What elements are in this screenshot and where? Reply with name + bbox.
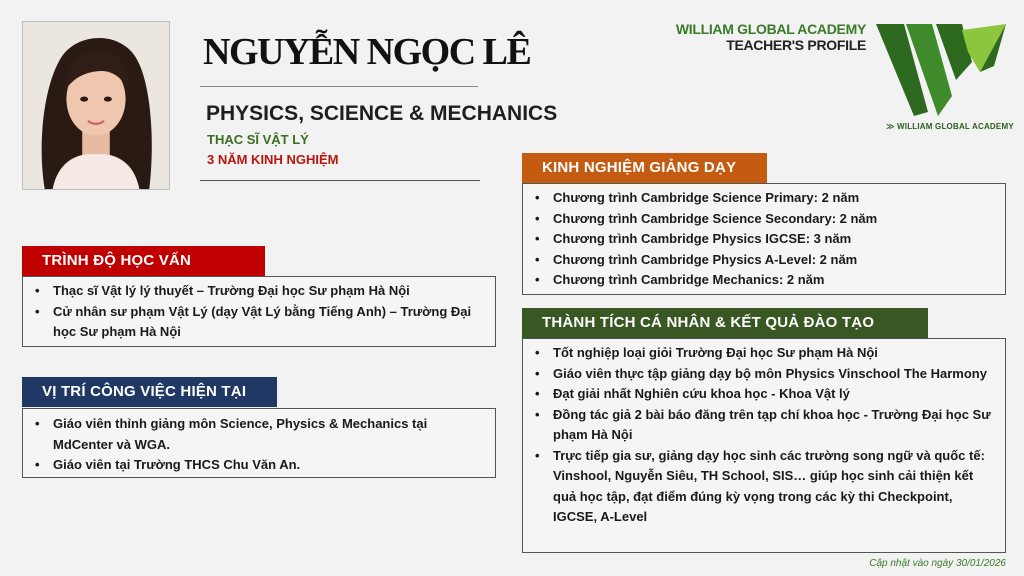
w-logo-icon (876, 22, 1008, 118)
divider-line (200, 180, 480, 181)
updated-date: Cập nhật vào ngày 30/01/2026 (869, 558, 1006, 569)
education-header: TRÌNH ĐỘ HỌC VẤN (22, 246, 265, 276)
teacher-photo (22, 21, 170, 190)
document-title: TEACHER'S PROFILE (726, 37, 866, 53)
list-item: • Giáo viên tại Trường THCS Chu Văn An. (31, 455, 485, 476)
logo-caption (886, 122, 1014, 131)
teaching-subject: PHYSICS, SCIENCE & MECHANICS (206, 102, 558, 125)
portrait-image (23, 22, 169, 189)
list-item: • Cử nhân sư phạm Vật Lý (dạy Vật Lý bằng Tiếng Anh) – Trường Đại học Sư phạm Hà Nội (31, 302, 485, 343)
list-item: • Giáo viên thỉnh giảng môn Science, Physics & Mechanics tại MdCenter và WGA. (31, 414, 485, 455)
achievements-header: THÀNH TÍCH CÁ NHÂN & KẾT QUẢ ĐÀO TẠO (522, 308, 928, 338)
brand-name: WILLIAM GLOBAL ACADEMY (675, 21, 866, 37)
teaching-header: KINH NGHIỆM GIẢNG DẠY (522, 153, 767, 183)
list-item: • Đồng tác giả 2 bài báo đăng trên tạp chí khoa học - Trường Đại học Sư phạm Hà Nội (531, 405, 995, 446)
list-item: • Chương trình Cambridge Mechanics: 2 năm (531, 270, 995, 291)
list-item: • Giáo viên thực tập giảng dạy bộ môn Physics Vinschool The Harmony (531, 364, 995, 385)
education-box (22, 276, 496, 347)
position-box (22, 408, 496, 478)
list-item: • Chương trình Cambridge Science Secondary: 2 năm (531, 209, 995, 230)
chevron-right-icon: ≫ (886, 122, 895, 131)
teaching-box (522, 183, 1006, 295)
list-item: • Chương trình Cambridge Science Primary: 2 năm (531, 188, 995, 209)
list-item: • Chương trình Cambridge Physics IGCSE: 3 năm (531, 229, 995, 250)
achievements-box (522, 338, 1006, 553)
degree-label: THẠC SĨ VẬT LÝ (207, 132, 309, 147)
list-item: • Thạc sĩ Vật lý lý thuyết – Trường Đại học Sư phạm Hà Nội (31, 281, 485, 302)
wga-logo (876, 22, 1008, 118)
experience-years: 3 NĂM KINH NGHIỆM (207, 152, 339, 167)
logo-caption-text: WILLIAM GLOBAL ACADEMY (897, 122, 1014, 131)
list-item: • Chương trình Cambridge Physics A-Level: 2 năm (531, 250, 995, 271)
position-header: VỊ TRÍ CÔNG VIỆC HIỆN TẠI (22, 377, 277, 407)
list-item: • Trực tiếp gia sư, giảng dạy học sinh các trường song ngữ và quốc tế: Vinshool, Nguyễn Siêu, TH School, SIS… giúp học sinh cải thiện kết quả học tập, đạt điểm đúng kỳ vọng trong các kỳ thi Checkpoint, IGCSE, A-Level (531, 446, 995, 528)
divider-line (200, 86, 478, 87)
list-item: • Tốt nghiệp loại giỏi Trường Đại học Sư phạm Hà Nội (531, 343, 995, 364)
list-item: • Đạt giải nhất Nghiên cứu khoa học - Khoa Vật lý (531, 384, 995, 405)
teacher-name: NGUYỄN NGỌC LÊ (203, 31, 531, 73)
